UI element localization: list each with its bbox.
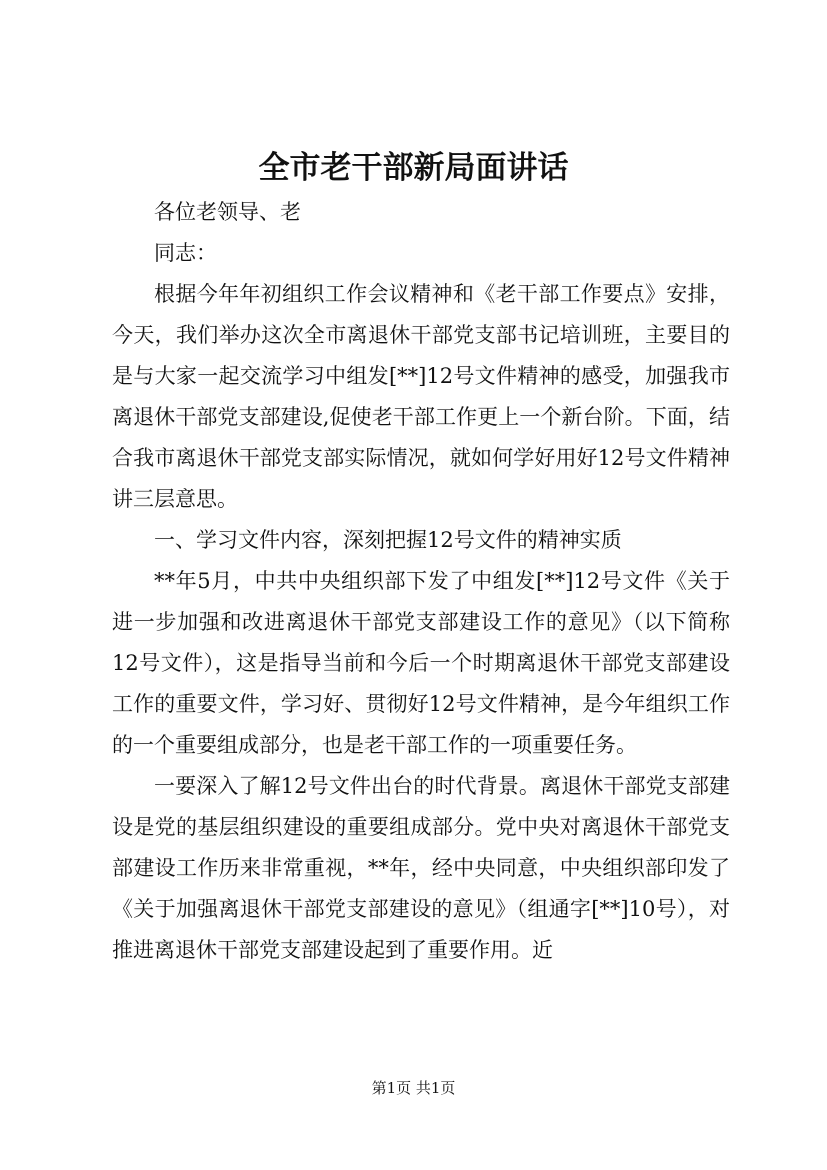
document-body <box>112 192 730 971</box>
section-heading-1: 一、学习文件内容，深刻把握12号文件的精神实质 <box>154 528 622 552</box>
paragraph-salutation-1: 各位老领导、老 <box>154 200 301 224</box>
paragraph-intro: 根据今年年初组织工作会议精神和《老干部工作要点》安排，今天，我们举办这次全市离退休干部党支部书记培训班，主要目的是与大家一起交流学习中组发[**]12号文件精神的感受，加强我市离退休干部党支部建设,促使老干部工作更上一个新台阶。下面，结合我市离退休干部党支部实际情况，就如何学好用好12号文件精神讲三层意思。 <box>112 282 730 511</box>
paragraph-salutation-2: 同志： <box>154 241 217 265</box>
paragraph-background: **年5月，中共中央组织部下发了中组发[**]12号文件《关于进一步加强和改进离退休干部党支部建设工作的意见》（以下简称12号文件），这是指导当前和今后一个时期离退休干部党支部建设工作的重要文件，学习好、贯彻好12号文件精神，是今年组织工作的一个重要组成部分，也是老干部工作的一项重要任务。 <box>112 569 730 757</box>
paragraph-point-1: 一要深入了解12号文件出台的时代背景。离退休干部党支部建设是党的基层组织建设的重要组成部分。党中央对离退休干部党支部建设工作历来非常重视，**年，经中央同意，中央组织部印发了《关于加强离退休干部党支部建设的意见》（组通字[**]10号），对推进离退休干部党支部建设起到了重要作用。近 <box>112 774 730 962</box>
page-footer: 第1页 共1页 <box>371 1079 456 1097</box>
page-title: 全市老干部新局面讲话 <box>258 150 569 186</box>
